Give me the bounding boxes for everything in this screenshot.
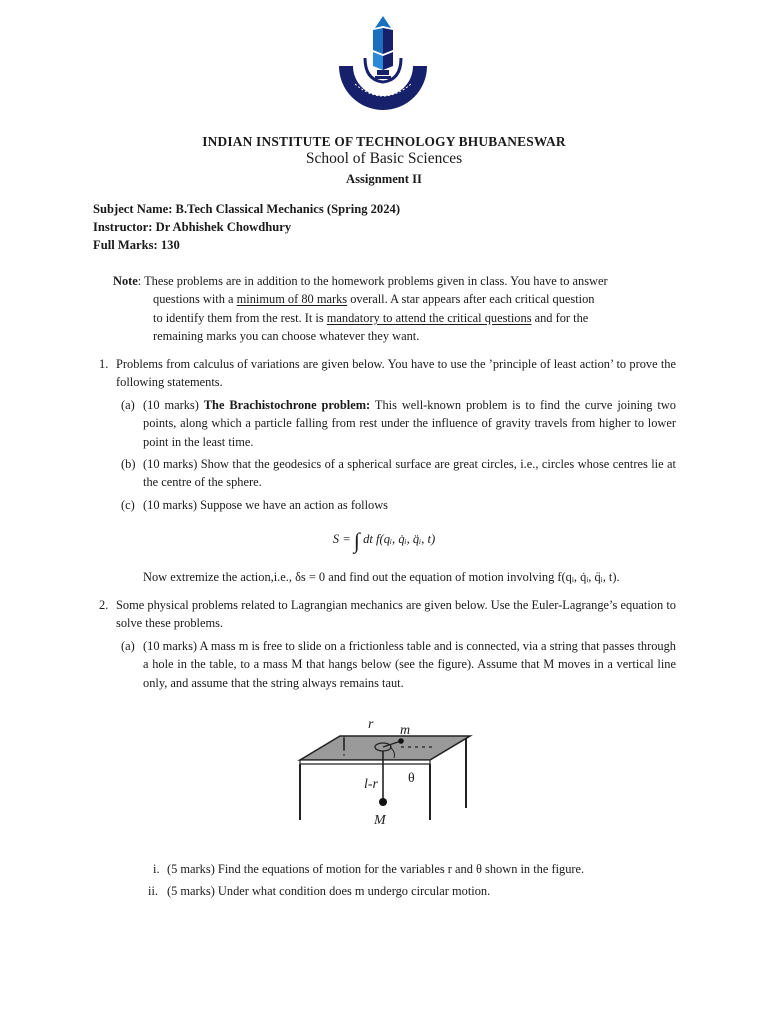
- note-underline-mandatory: mandatory to attend the critical questions: [326, 310, 532, 325]
- q1c-text: (10 marks) Suppose we have an action as follows: [143, 498, 388, 512]
- assignment-title: Assignment II: [346, 172, 422, 186]
- note-text-5: and for the: [531, 310, 589, 325]
- q1a-body: This well-known problem is to find the curve joining two points, along which a particle falling from rest under the influence of gravity travels from higher to lower point in the least time.: [143, 398, 676, 449]
- label-r: r: [368, 717, 374, 732]
- note-text-2: questions with a: [153, 292, 237, 307]
- table-top: [300, 736, 470, 760]
- integral-sign: ∫: [353, 528, 360, 553]
- q2aii-text: (5 marks) Under what condition does m undergo circular motion.: [167, 884, 491, 898]
- q1a-text: [143, 396, 676, 451]
- q2a-text: (10 marks) A mass m is free to slide on a frictionless table and is connected, via a string that passes through a hole in the table, to a mass M that hangs below (see the figure). Assume that M moves in a vertical line only, and assume that the string always remains taut.: [143, 639, 676, 690]
- label-M: M: [374, 813, 386, 828]
- q1-text: Problems from calculus of variations are given below. You have to use the ’principle of least action’ to prove the following statements.: [116, 357, 676, 390]
- mass-m: [398, 738, 404, 744]
- q2aii-label: ii.: [148, 884, 158, 898]
- q1a-title: The Brachistochrone problem:: [203, 398, 371, 412]
- q1c-after-text: Now extremize the action,i.e., δs = 0 and find out the equation of motion involving f(qᵢ, q̇ᵢ, q̈ᵢ, t).: [143, 570, 620, 584]
- q1b-text: (10 marks) Show that the geodesics of a spherical surface are great circles, i.e., circles whose centres lie at the centre of the sphere.: [143, 457, 676, 490]
- equation-rhs: dt f(qᵢ, q̇ᵢ, q̈ᵢ, t): [363, 532, 436, 546]
- q1-number: 1.: [99, 357, 109, 371]
- mass-M: [379, 798, 387, 806]
- note-text-4: to identify them from the rest. It is: [153, 310, 327, 325]
- subject-line: Subject Name: B.Tech Classical Mechanics (Spring 2024): [93, 202, 401, 216]
- institute-name: INDIAN INSTITUTE OF TECHNOLOGY BHUBANESWAR: [202, 134, 566, 149]
- q2-text: Some physical problems related to Lagrangian mechanics are given below. Use the Euler-Lagrange’s equation to solve these problems.: [116, 598, 676, 631]
- q2-number: 2.: [99, 598, 109, 612]
- table-mass-figure: [290, 712, 480, 840]
- q1c-label: (c): [121, 498, 135, 512]
- note-text-1: : These problems are in addition to the homework problems given in class. You have to answer: [137, 274, 608, 288]
- q2ai-label: i.: [153, 862, 160, 876]
- equation-lhs: S =: [332, 532, 351, 546]
- note-underline-min-marks: minimum of 80 marks: [236, 292, 348, 307]
- school-name: School of Basic Sciences: [305, 150, 463, 167]
- instructor-line: Instructor: Dr Abhishek Chowdhury: [93, 220, 292, 234]
- label-l-r: l-r: [364, 777, 378, 792]
- q1a-marks: (10 marks): [143, 398, 199, 412]
- institute-logo: [329, 14, 437, 114]
- q2a-label: (a): [121, 639, 135, 653]
- note-text-6: remaining marks you can choose whatever they want.: [153, 329, 420, 344]
- note-label: Note: [113, 274, 138, 288]
- q1a-label: (a): [121, 398, 135, 412]
- note-text-3: overall. A star appears after each critical question: [347, 292, 595, 307]
- action-equation: [0, 528, 768, 553]
- label-m: m: [400, 723, 411, 738]
- q2ai-text: (5 marks) Find the equations of motion for the variables r and θ shown in the figure.: [167, 862, 585, 876]
- full-marks-line: Full Marks: 130: [93, 238, 180, 252]
- q1b-label: (b): [121, 457, 136, 471]
- label-theta: θ: [408, 771, 415, 786]
- note-paragraph: [113, 272, 676, 346]
